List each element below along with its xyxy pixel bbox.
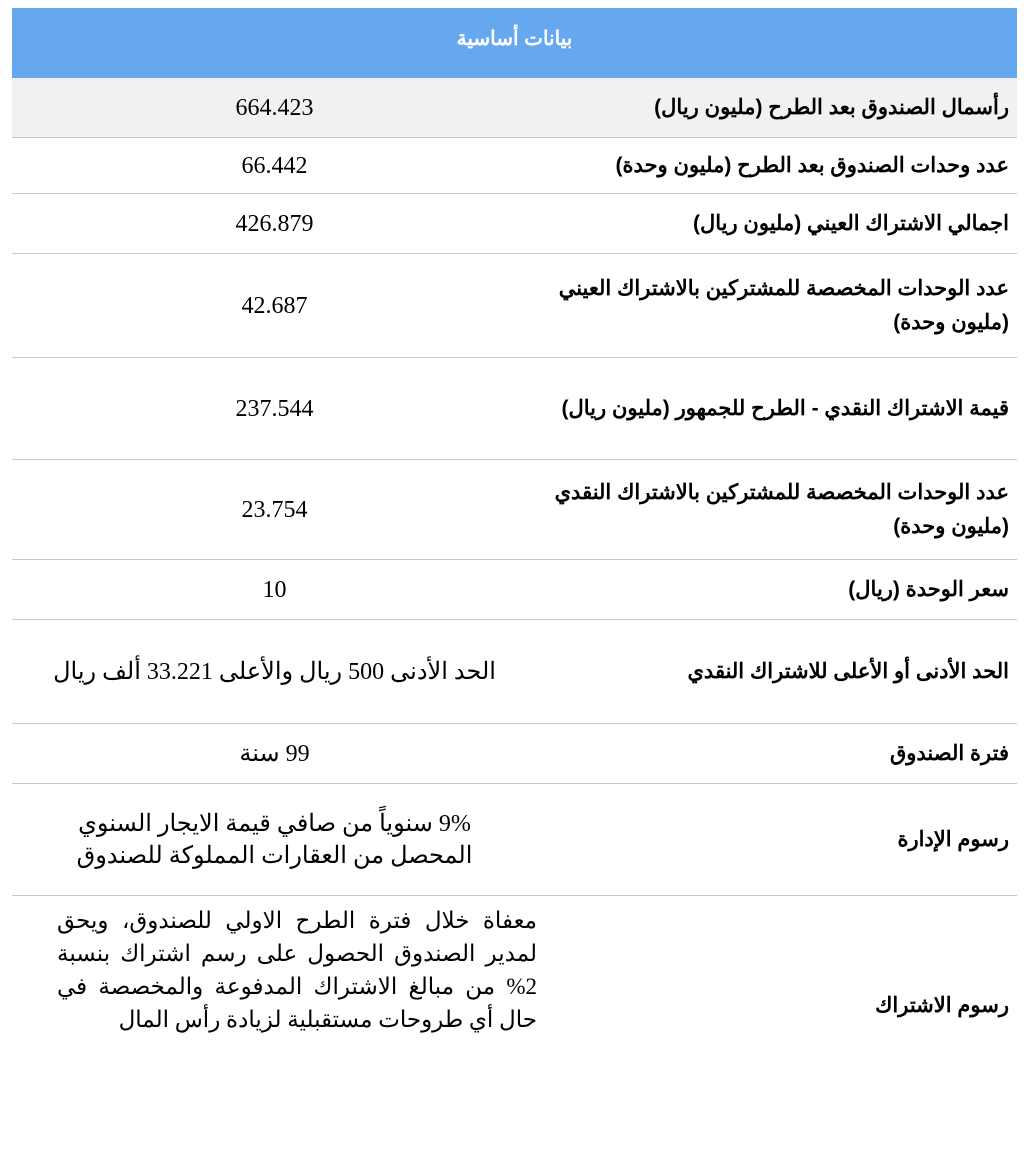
table-row-cash-value: [12, 358, 1017, 460]
row-value-text: 66.442: [241, 152, 308, 179]
row-label: قيمة الاشتراك النقدي - الطرح للجمهور (مليون ريال): [561, 396, 1009, 420]
row-value: [12, 460, 537, 559]
table-row-inkind-units: [12, 254, 1017, 358]
fund-data-table: [12, 8, 1017, 1116]
row-value: [12, 784, 537, 895]
row-value: [12, 194, 537, 253]
row-value-text: 99 سنة: [239, 740, 310, 767]
row-value-text: 664.423: [235, 94, 314, 121]
table-row-cash-units: [12, 460, 1017, 560]
table-row-units: [12, 138, 1017, 194]
row-value-text: 42.687: [241, 292, 308, 319]
table-row-unit-price: [12, 560, 1017, 620]
table-title: بيانات أساسية: [456, 28, 573, 50]
row-value-text: 23.754: [241, 496, 308, 523]
row-value-text: معفاة خلال فترة الطرح الاولي للصندوق، ويحق لمدير الصندوق الحصول على رسم اشتراك بنسبة 2% من مبالغ الاشتراك المدفوعة والمخصصة في حال أي طروحات مستقبلية لزيادة رأس المال: [57, 908, 537, 1032]
row-value-text: 237.544: [235, 395, 314, 422]
table-row-management-fees: [12, 784, 1017, 896]
row-value: [12, 896, 537, 1116]
row-value-text: 10: [262, 576, 287, 603]
row-value: [12, 560, 537, 619]
row-value: [12, 358, 537, 459]
row-value: [12, 78, 537, 137]
row-value: [12, 620, 537, 723]
row-value: [12, 138, 537, 193]
row-label: عدد الوحدات المخصصة للمشتركين بالاشتراك العيني (مليون وحدة): [558, 276, 1009, 334]
table-row-fund-term: [12, 724, 1017, 784]
table-row-capital: [12, 78, 1017, 138]
row-value-text: 9% سنوياً من صافي قيمة الايجار السنوي المحصل من العقارات المملوكة للصندوق: [76, 810, 473, 869]
row-label: الحد الأدنى أو الأعلى للاشتراك النقدي: [687, 659, 1009, 683]
row-label: فترة الصندوق: [889, 741, 1009, 765]
row-value-text: 426.879: [235, 210, 314, 237]
row-label: رأسمال الصندوق بعد الطرح (مليون ريال): [654, 95, 1009, 119]
row-value-text: الحد الأدنى 500 ريال والأعلى 33.221 ألف ريال: [53, 658, 496, 685]
table-row-inkind-total: [12, 194, 1017, 254]
row-label: عدد وحدات الصندوق بعد الطرح (مليون وحدة): [615, 153, 1009, 177]
table-row-subscription-limits: [12, 620, 1017, 724]
row-label: رسوم الإدارة: [897, 827, 1009, 851]
row-label: عدد الوحدات المخصصة للمشتركين بالاشتراك النقدي (مليون وحدة): [554, 480, 1009, 538]
row-label: رسوم الاشتراك: [875, 994, 1009, 1017]
row-label: اجمالي الاشتراك العيني (مليون ريال): [692, 211, 1009, 235]
table-row-subscription-fees: [12, 896, 1017, 1116]
row-label: سعر الوحدة (ريال): [848, 577, 1009, 601]
row-value: [12, 724, 537, 783]
row-value: [12, 254, 537, 357]
table-header: [12, 8, 1017, 78]
